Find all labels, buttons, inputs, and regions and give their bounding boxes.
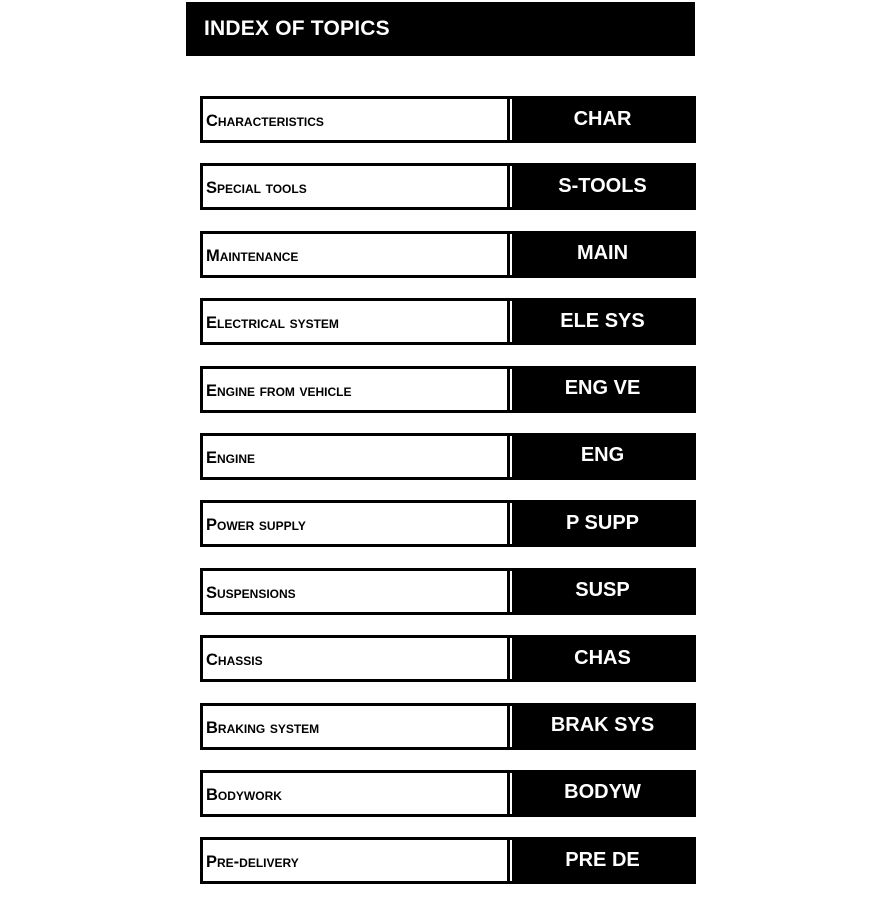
topic-label: Suspensions <box>203 571 510 612</box>
topic-label: Chassis <box>203 638 510 679</box>
topic-code[interactable]: MAIN <box>510 234 693 275</box>
topic-code[interactable]: BRAK SYS <box>510 706 693 747</box>
topic-row-braking-system[interactable] <box>200 703 696 750</box>
topic-row-pre-delivery[interactable] <box>200 837 696 884</box>
topic-label: Engine from vehicle <box>203 369 510 410</box>
topic-row-engine[interactable] <box>200 433 696 480</box>
topic-code[interactable]: BODYW <box>510 773 693 814</box>
topic-row-characteristics[interactable] <box>200 96 696 143</box>
topic-code[interactable]: PRE DE <box>510 840 693 881</box>
topic-label: Special tools <box>203 166 510 207</box>
topic-label: Maintenance <box>203 234 510 275</box>
topic-label: Electrical system <box>203 301 510 342</box>
topic-row-chassis[interactable] <box>200 635 696 682</box>
topic-row-engine-from-vehicle[interactable] <box>200 366 696 413</box>
topic-label: Braking system <box>203 706 510 747</box>
topic-row-special-tools[interactable] <box>200 163 696 210</box>
topic-code[interactable]: ENG VE <box>510 369 693 410</box>
topic-row-suspensions[interactable] <box>200 568 696 615</box>
topic-code[interactable]: ENG <box>510 436 693 477</box>
topic-label: Bodywork <box>203 773 510 814</box>
topic-code[interactable]: S-TOOLS <box>510 166 693 207</box>
topic-code[interactable]: P SUPP <box>510 503 693 544</box>
topic-row-bodywork[interactable] <box>200 770 696 817</box>
topic-code[interactable]: ELE SYS <box>510 301 693 342</box>
topic-row-electrical-system[interactable] <box>200 298 696 345</box>
topic-label: Engine <box>203 436 510 477</box>
topic-row-maintenance[interactable] <box>200 231 696 278</box>
page-title: INDEX OF TOPICS <box>204 17 390 40</box>
topic-code[interactable]: CHAS <box>510 638 693 679</box>
topic-code[interactable]: SUSP <box>510 571 693 612</box>
topic-label: Characteristics <box>203 99 510 140</box>
topic-code[interactable]: CHAR <box>510 99 693 140</box>
topic-label: Pre-delivery <box>203 840 510 881</box>
topic-list <box>200 96 696 905</box>
topic-label: Power supply <box>203 503 510 544</box>
topic-row-power-supply[interactable] <box>200 500 696 547</box>
index-header <box>186 2 695 56</box>
